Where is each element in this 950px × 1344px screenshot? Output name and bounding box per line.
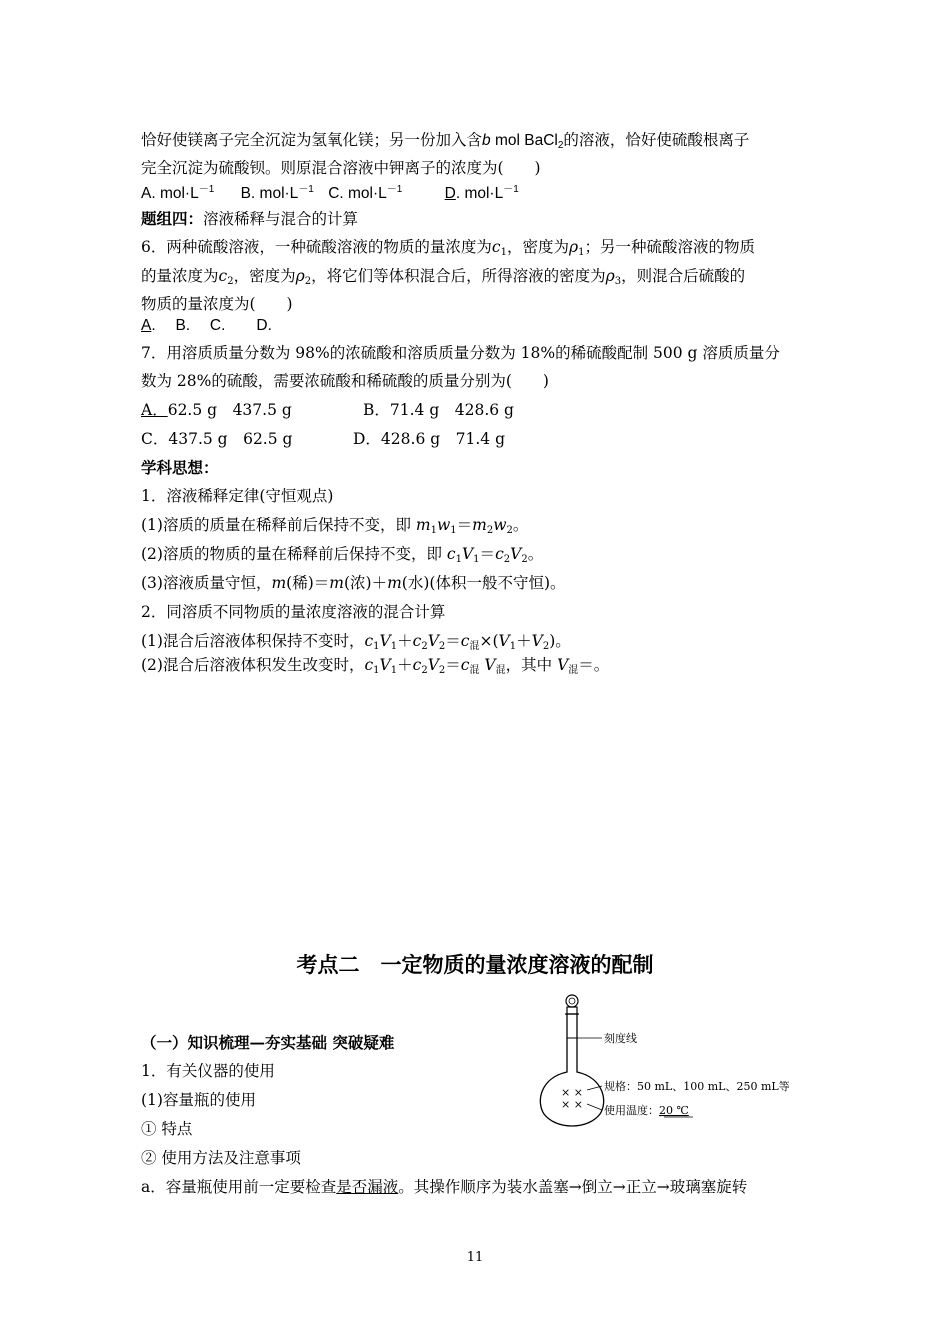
section2-line-3: ① 特点: [141, 1120, 193, 1138]
label-temperature: 使用温度：20 ℃: [604, 1104, 689, 1117]
q6-line-1: 6．两种硫酸溶液，一种硫酸溶液的物质的量浓度为$c_1$，密度为$\rho_1$；另一种硫酸溶液的物质: [141, 238, 755, 258]
q6-line-2: 的量浓度为$c_2$，密度为$\rho_2$，将它们等体积混合后，所得溶液的密度为$\rho_3$，则混合后硫酸的: [141, 267, 746, 287]
q5-line-2: 完全沉淀为硫酸钡。则原混合溶液中钾离子的浓度为( ): [141, 159, 541, 177]
q7-options-cd: C．437.5 g 62.5 g D．428.6 g 71.4 g: [141, 430, 506, 448]
knowledge-heading: （一）知识梳理—夯实基础 突破疑难: [141, 1033, 395, 1052]
q7-line-2: 数为 28%的硫酸，需要浓硫酸和稀硫酸的质量分别为( ): [141, 372, 549, 390]
section2-line-1: 1．有关仪器的使用: [141, 1062, 275, 1080]
thinking-1-2: (2)溶质的物质的量在稀释前后保持不变，即 $c_1V_1=c_2V_2$。: [141, 545, 544, 565]
section-title: 考点二 一定物质的量浓度溶液的配制: [296, 953, 654, 977]
q7-options-ab: A．62.5 g 437.5 g B．71.4 g 428.6 g: [141, 401, 514, 419]
q5-options: A. $mol\cdot L^{-1}$ B. $mol\cdot L^{-1}$ C. $mol\cdot L^{-1}$ D. $mol\cdot L^{-1}$: [141, 184, 519, 202]
thinking-2-2: (2)混合后溶液体积发生改变时，$c_1V_1+c_2V_2=c_混$ $V_混$，其中 $V_混=$。: [141, 656, 610, 676]
leader-line: [587, 1104, 602, 1110]
subject-thinking-heading: 学科思想：: [141, 458, 219, 477]
section2-line-5: a．容量瓶使用前一定要检查是否漏液。其操作顺序为装水盖塞→倒立→正立→玻璃塞旋转: [141, 1178, 748, 1196]
page-number: 11: [466, 1250, 484, 1265]
q6-line-3: 物质的量浓度为( ): [141, 295, 293, 313]
cross-mark: × ×: [561, 1098, 583, 1111]
flask-stopper-knob: [566, 995, 578, 1007]
q5-line-1: 恰好使镁离子完全沉淀为氢氧化镁；另一份加入含b mol BaCl$_2$的溶液，恰好使硫酸根离子: [141, 131, 750, 151]
group4-heading: 题组四：溶液稀释与混合的计算: [141, 209, 359, 228]
flask-stopper: [567, 1007, 577, 1014]
thinking-1-3: (3)溶液质量守恒，m(稀)＝m(浓)＋m(水)(体积一般不守恒)。: [141, 574, 566, 592]
section2-line-4: ② 使用方法及注意事项: [141, 1149, 301, 1167]
label-graduation-line: 刻度线: [604, 1032, 637, 1045]
thinking-2-1: (1)混合后溶液体积保持不变时，$c_1V_1+c_2V_2=c_混\times(V_1+V_2)$。: [141, 632, 571, 652]
q7-line-1: 7．用溶质质量分数为 98%的浓硫酸和溶质质量分数为 18%的稀硫酸配制 500 g 溶质质量分: [141, 344, 780, 362]
flask-stopper-inner: [569, 998, 575, 1004]
cross-mark: × ×: [561, 1086, 583, 1099]
q6-options: A. B. C. D.: [141, 317, 272, 334]
volumetric-flask-figure: [530, 990, 820, 1130]
section2-line-2: (1)容量瓶的使用: [141, 1091, 256, 1109]
thinking-2: 2．同溶质不同物质的量浓度溶液的混合计算: [141, 603, 446, 621]
thinking-1-1: (1)溶质的质量在稀释前后保持不变，即 $m_1w_1=m_2w_2$。: [141, 516, 529, 536]
thinking-1: 1．溶液稀释定律(守恒观点): [141, 487, 334, 505]
label-spec: 规格：50 mL、100 mL、250 mL等: [604, 1080, 790, 1093]
